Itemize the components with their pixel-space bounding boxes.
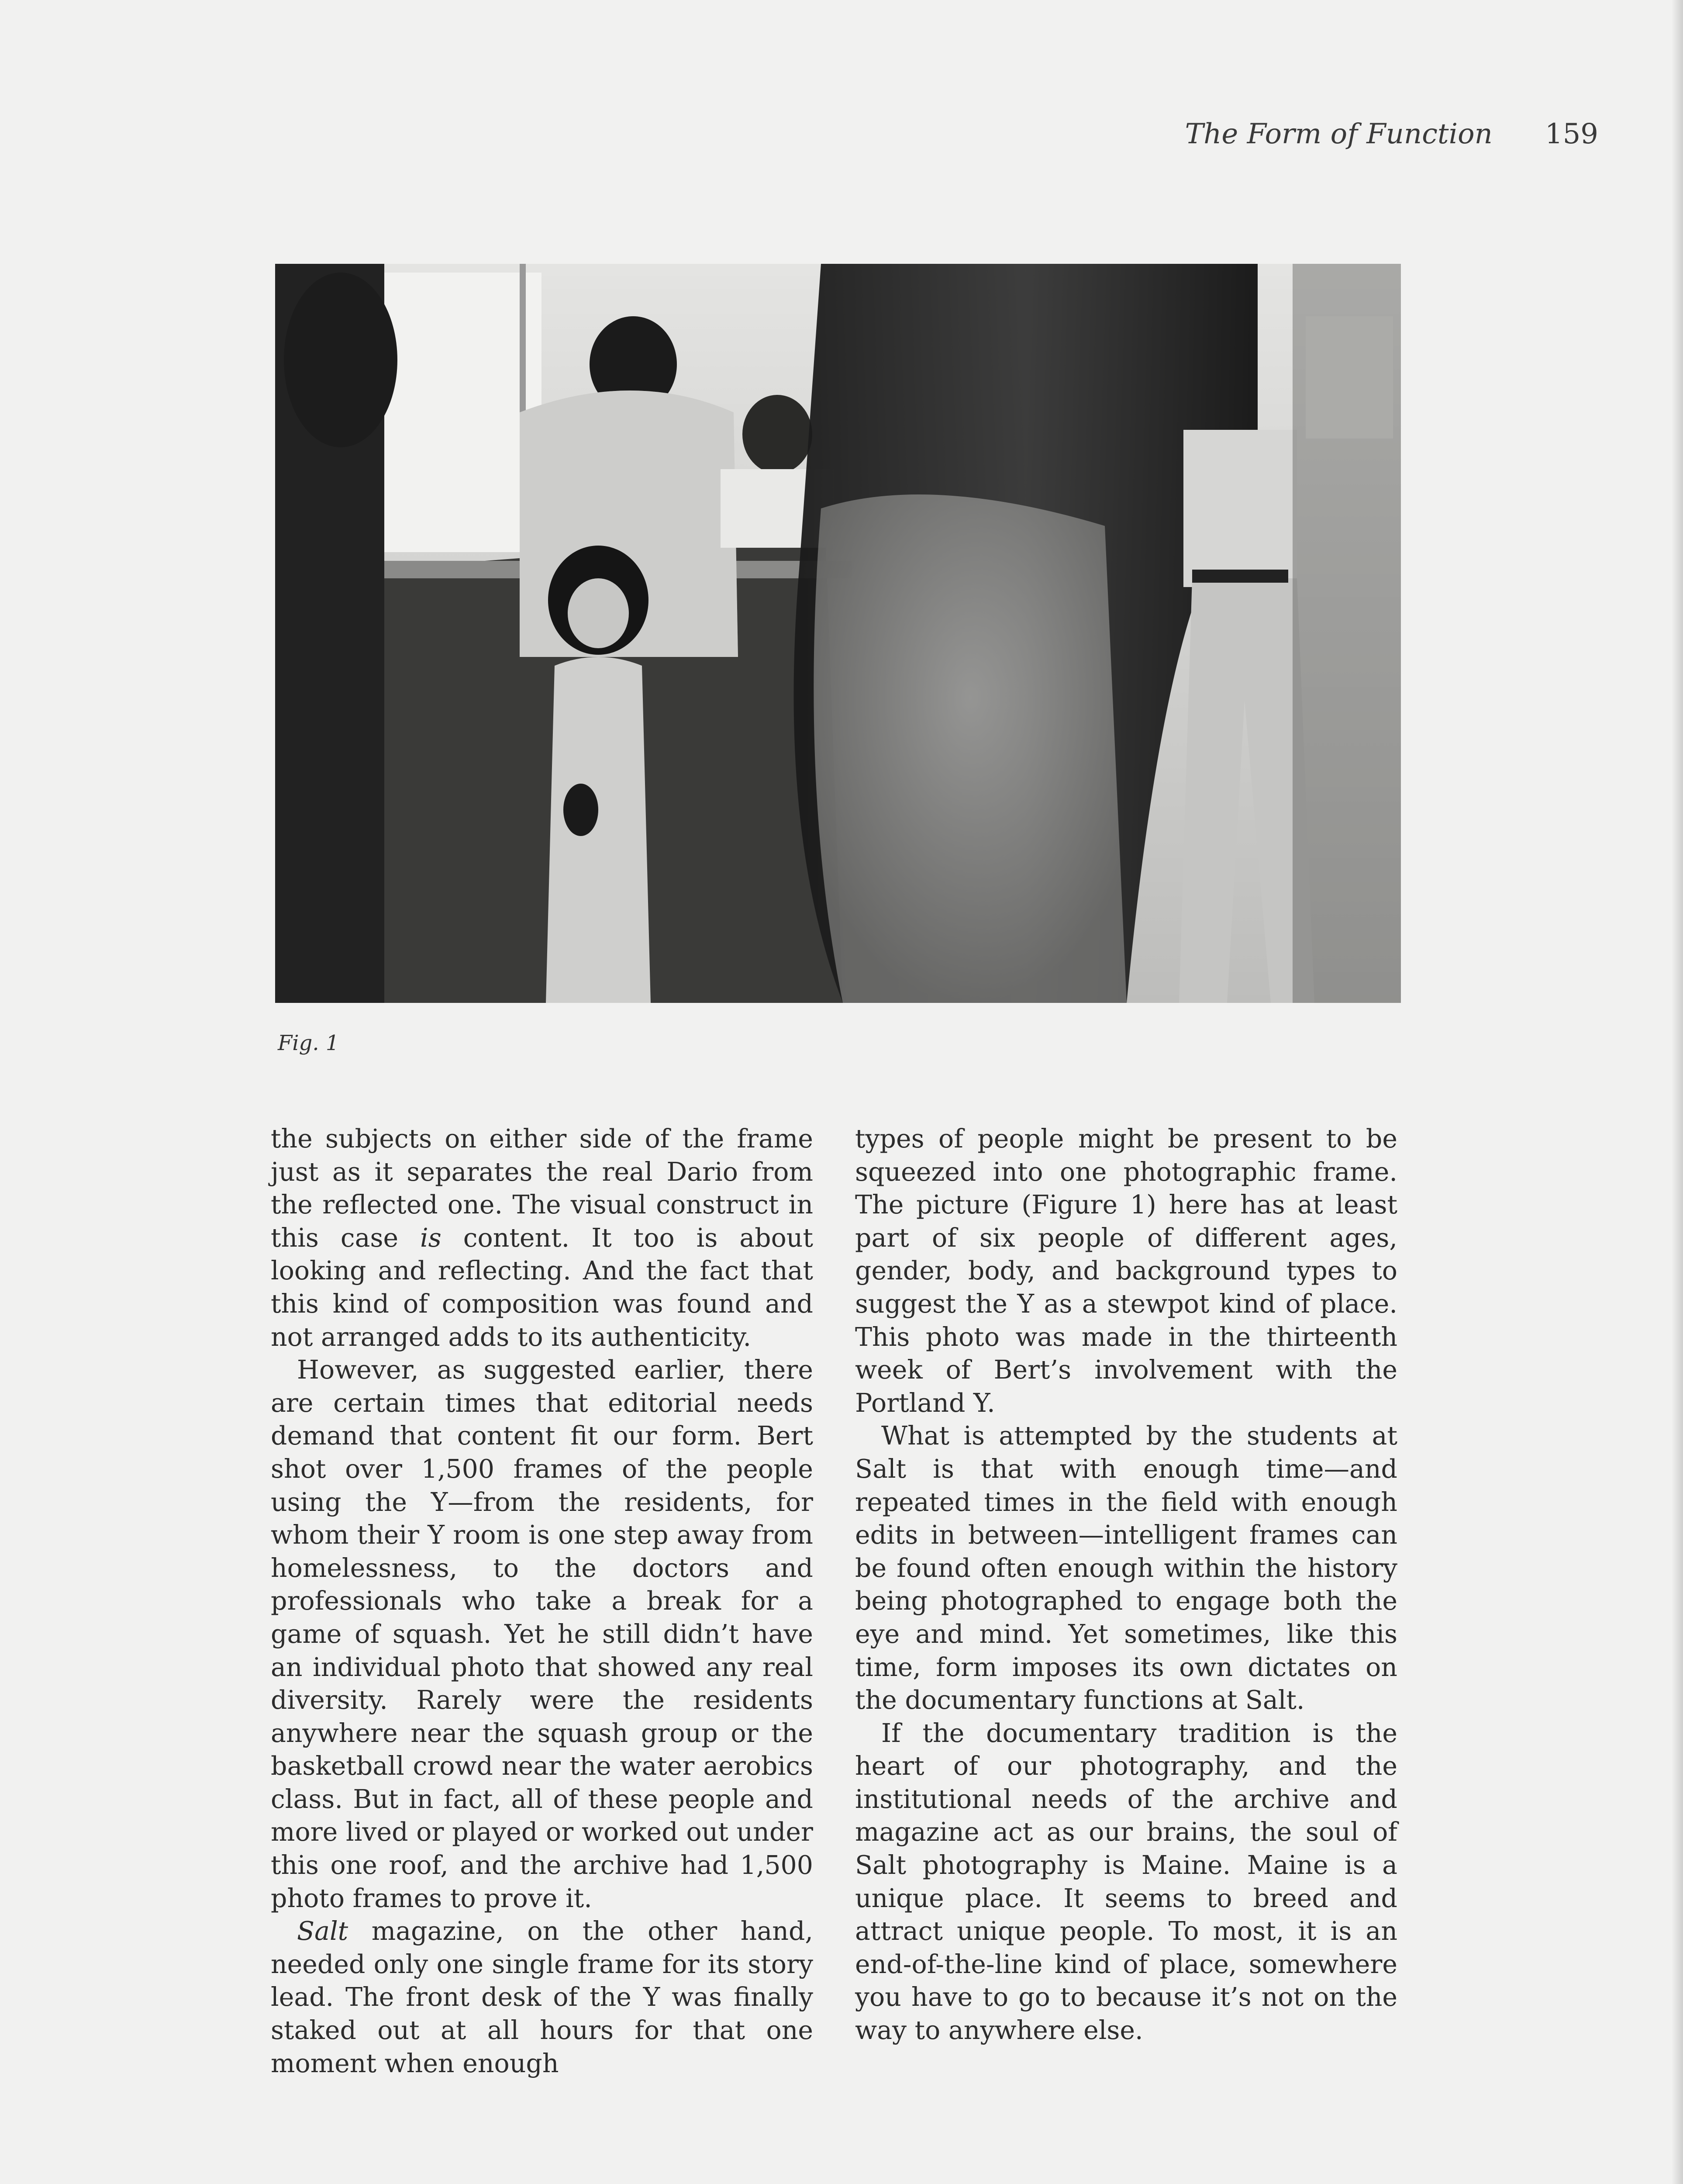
paragraph: If the documentary tradition is the heart of our photography, and the institutional needs of the archive and magazine act as our brains, the soul of Salt photography is Maine. Maine is a unique place. It seems to breed and attract unique people. To most, it is an end-of-the-line kind of place, somewhere you have to go to because it’s not on the way to anywhere else. (855, 1718, 1397, 2046)
figure-photo (275, 264, 1401, 1003)
paragraph: What is attempted by the students at Salt is that with enough time—and repeated times in the field with enough edits in between—intelligent frames can be found often enough within the history being photographed to engage both the eye and mind. Yet sometimes, like this time, form imposes its own dictates on the documentary functions at Salt. (855, 1421, 1397, 1715)
paragraph: However, as suggested earlier, there are certain times that editorial needs demand that content fit our form. Bert shot over 1,500 frames of the people using the Y—from the residents, for whom their Y room is one step away from homelessness, to the doctors and professionals who take a break for a game of squash. Yet he still didn’t have an individual photo that showed any real diversity. Rarely were the residents anywhere near the squash group or the basketball crowd near the water aerobics class. But in fact, all of these people and more lived or played or worked out under this one roof, and the archive had 1,500 photo frames to prove it. (271, 1355, 813, 1913)
paragraph: the subjects on either side of the frame just as it separates the real Dario from the reflected one. The visual construct in this case is content. It too is about looking and reflecting. And the fact that this kind of composition was found and not arranged adds to its authenticity. (271, 1124, 813, 1352)
paragraph: types of people might be present to be squeezed into one photographic frame. The picture (Figure 1) here has at least part of six people of different ages, gender, body, and background types to suggest the Y as a stewpot kind of place. This photo was made in the thirteenth week of Bert’s involvement with the Portland Y. (855, 1124, 1397, 1418)
running-head (1179, 118, 1598, 157)
running-head-title: The Form of Function (1185, 118, 1493, 150)
page-edge (1672, 0, 1683, 2184)
left-column (271, 1123, 813, 2080)
figure-label: Fig. 1 (278, 1031, 339, 1055)
paragraph: Salt magazine, on the other hand, needed only one single frame for its story lead. The front desk of the Y was finally staked out at all hours for that one moment when enough (271, 1916, 813, 2078)
page-number: 159 (1545, 118, 1598, 150)
right-column (855, 1123, 1397, 2047)
photo-illustration (275, 264, 1401, 1003)
